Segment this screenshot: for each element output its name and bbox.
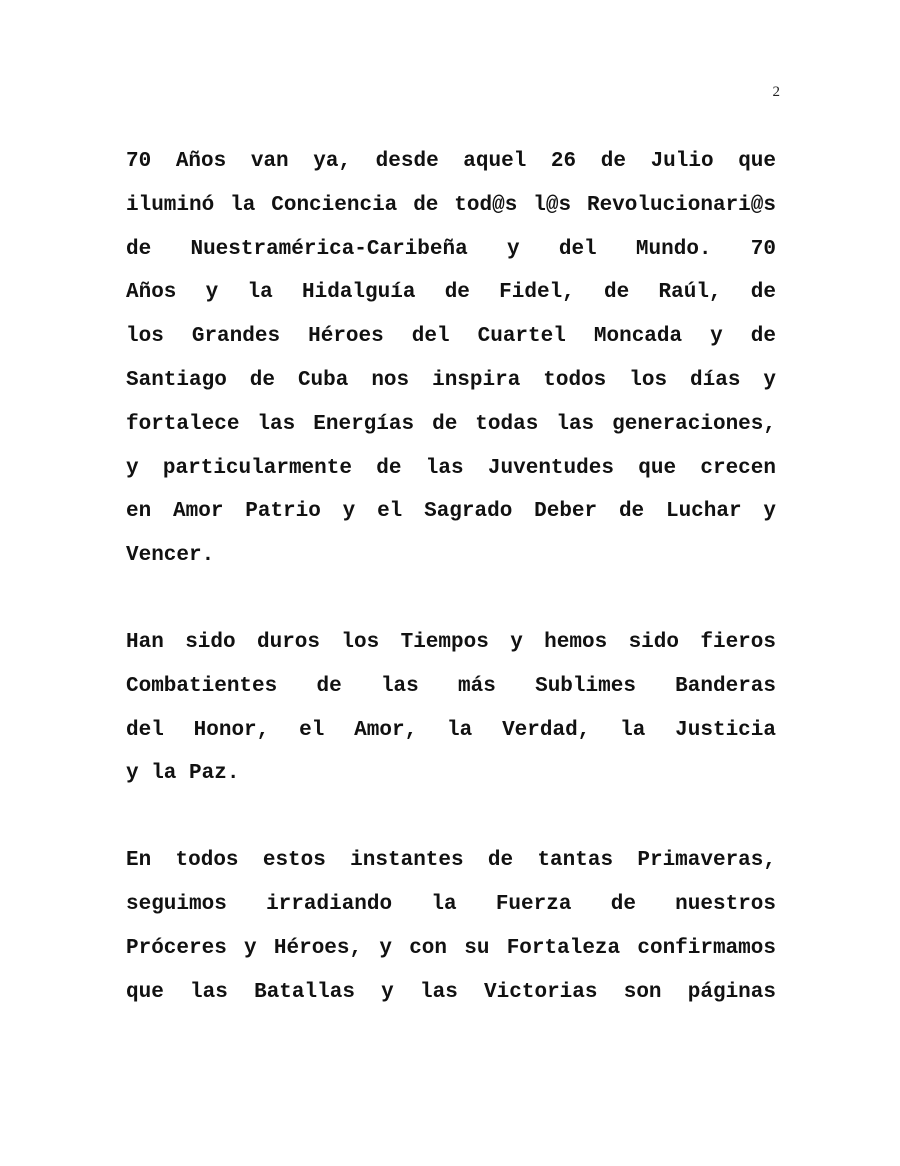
- text-line: Vencer.: [126, 544, 215, 568]
- text-line: fortalece las Energías de todas las generaciones,: [126, 412, 776, 436]
- text-line: que las Batallas y las Victorias son páginas: [126, 980, 776, 1004]
- text-line: iluminó la Conciencia de tod@s l@s Revolucionari@s: [126, 193, 776, 217]
- text-line: Han sido duros los Tiempos y hemos sido fieros: [126, 630, 776, 654]
- text-line: Próceres y Héroes, y con su Fortaleza confirmamos: [126, 936, 776, 960]
- text-line: En todos estos instantes de tantas Primaveras,: [126, 849, 776, 873]
- text-line: y la Paz.: [126, 762, 240, 786]
- text-line: los Grandes Héroes del Cuartel Moncada y de: [126, 325, 776, 349]
- text-line: de Nuestramérica-Caribeña y del Mundo. 70: [126, 237, 776, 261]
- paragraph-3: [126, 839, 776, 1014]
- text-line: del Honor, el Amor, la Verdad, la Justicia: [126, 718, 776, 742]
- text-line: Santiago de Cuba nos inspira todos los días y: [126, 368, 776, 392]
- page-number: 2: [772, 84, 780, 100]
- text-line: 70 Años van ya, desde aquel 26 de Julio que: [126, 150, 776, 173]
- text-line: y particularmente de las Juventudes que crecen: [126, 456, 776, 480]
- document-body: [126, 140, 776, 1057]
- text-line: Combatientes de las más Sublimes Banderas: [126, 674, 776, 698]
- text-line: seguimos irradiando la Fuerza de nuestros: [126, 892, 776, 916]
- text-line: Años y la Hidalguía de Fidel, de Raúl, de: [126, 281, 776, 305]
- paragraph-1: [126, 140, 776, 578]
- text-line: en Amor Patrio y el Sagrado Deber de Luchar y: [126, 500, 776, 524]
- paragraph-2: [126, 621, 776, 796]
